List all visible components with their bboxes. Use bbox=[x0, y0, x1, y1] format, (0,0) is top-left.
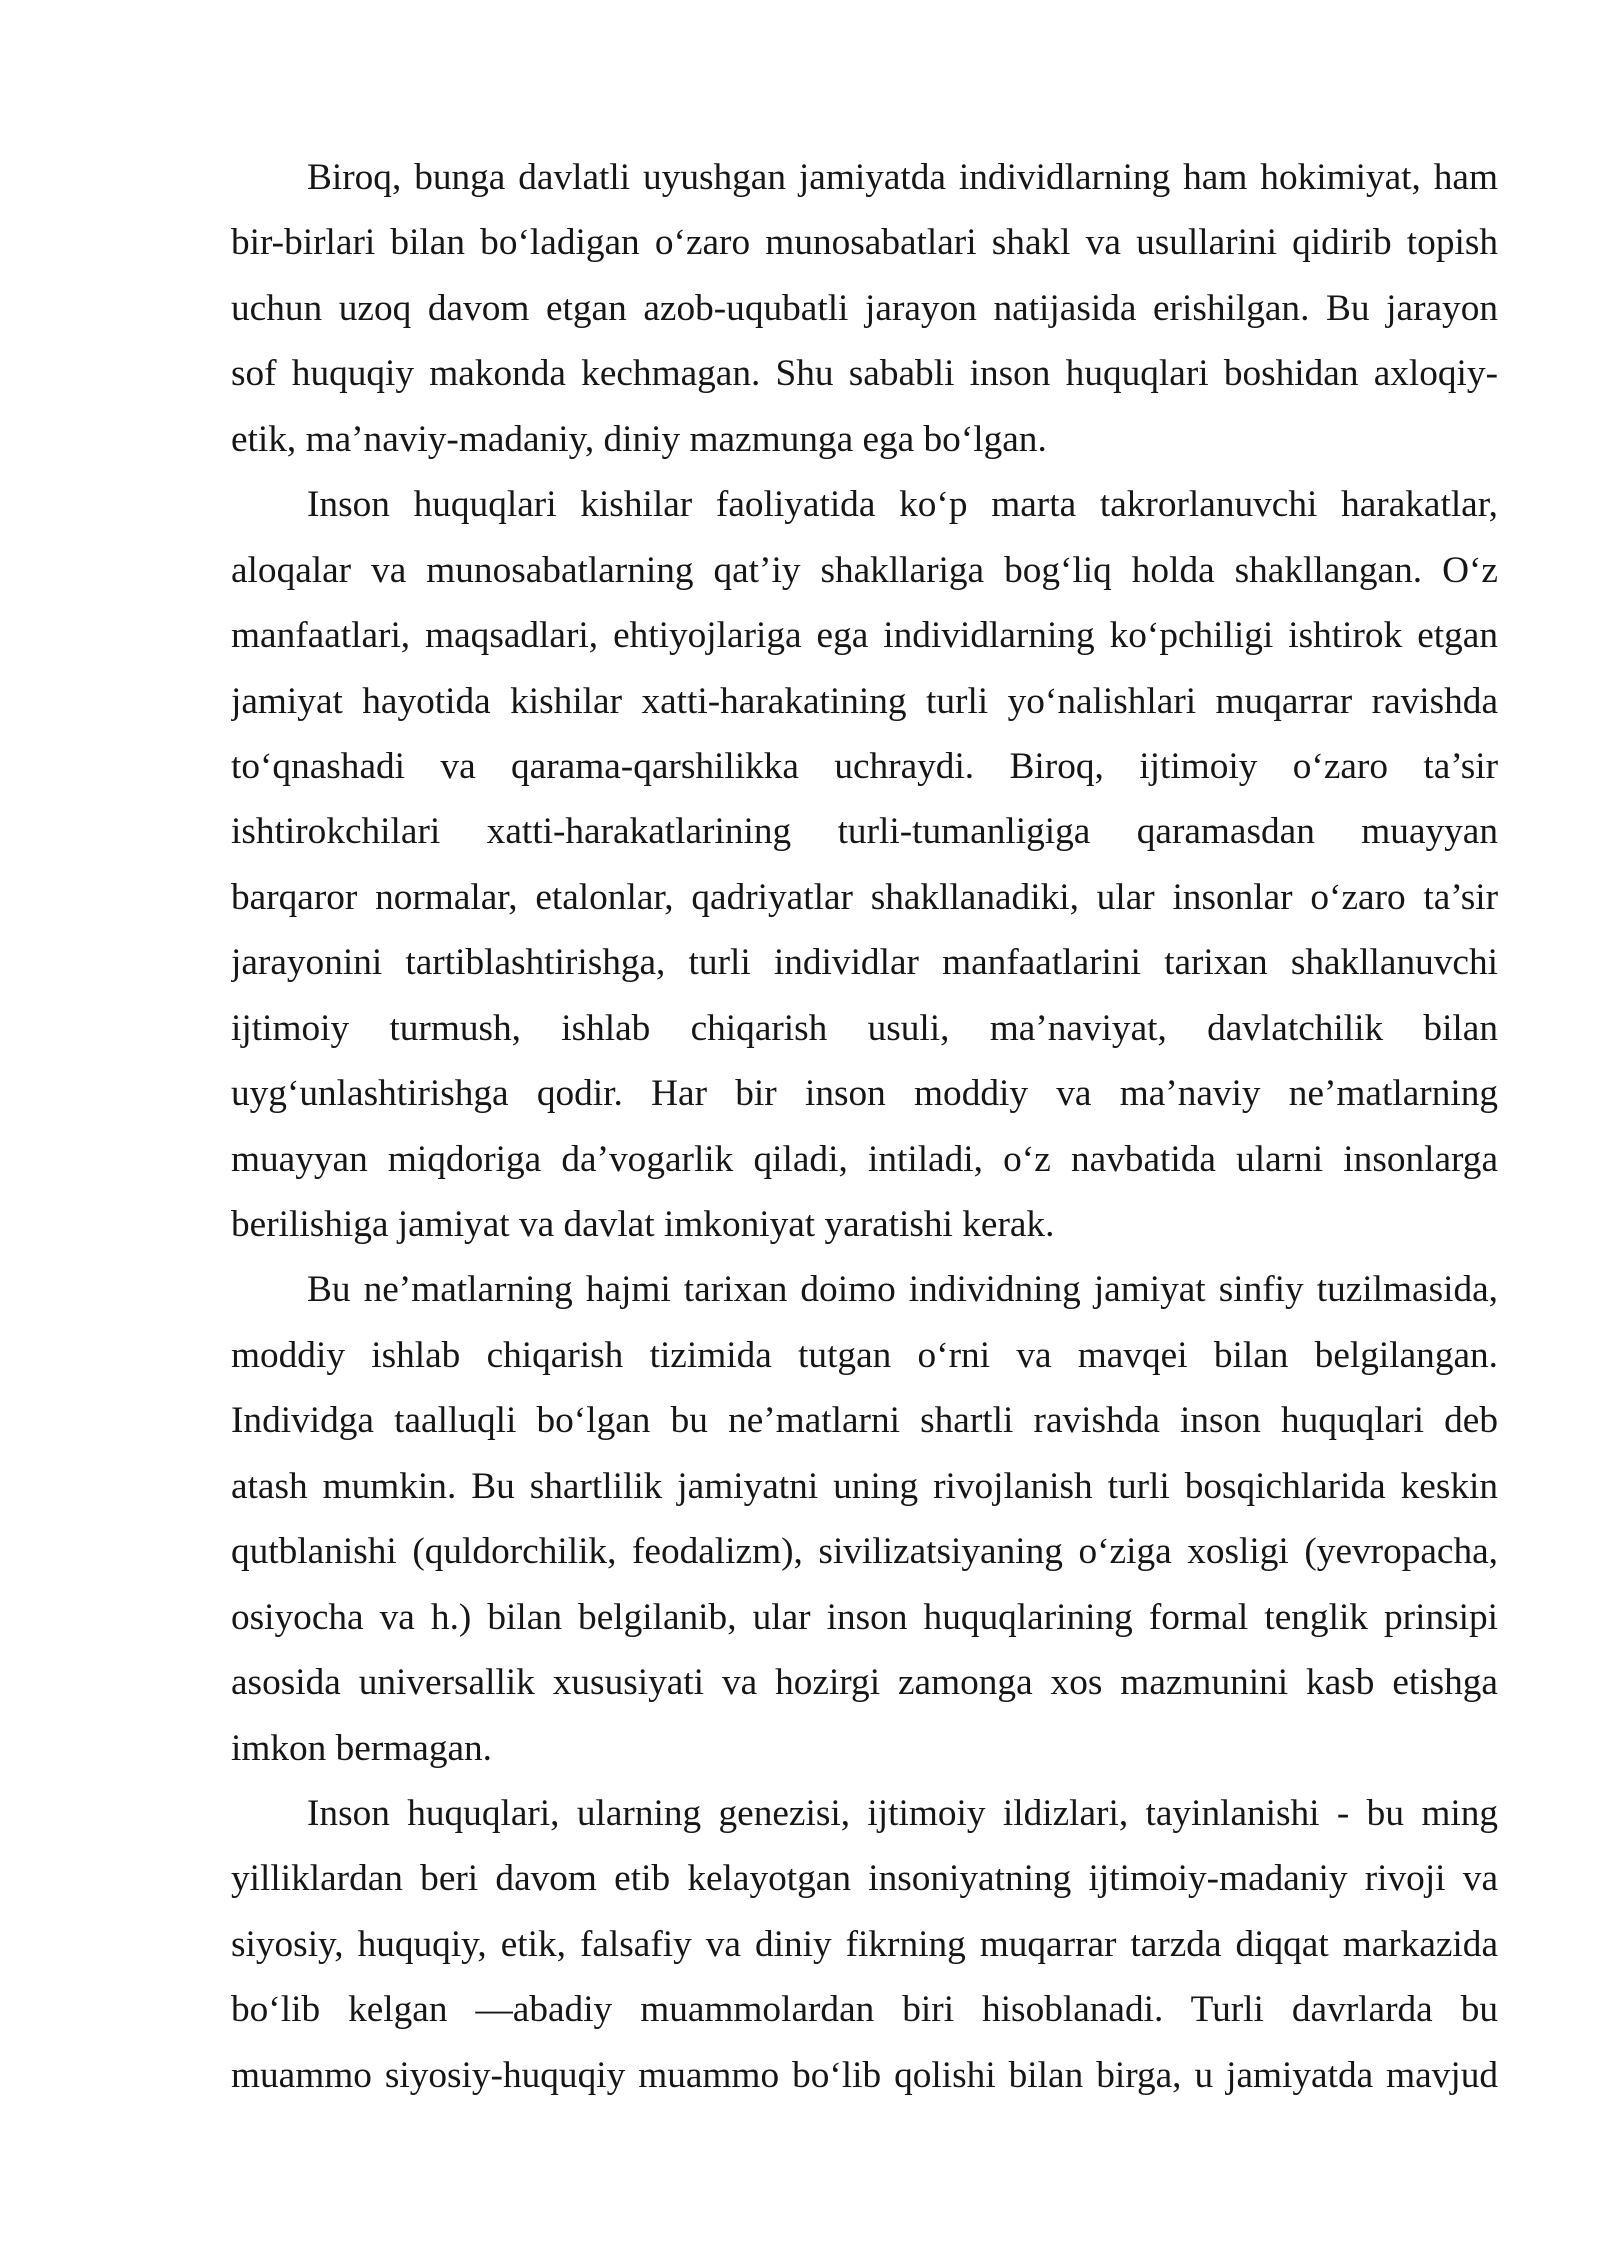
text-line: imkon bermagan. bbox=[231, 1727, 493, 1769]
text-line: to‘qnashadi va qarama-qarshilikka uchraydi. Biroq, ijtimoiy o‘zaro ta’sir bbox=[231, 745, 1498, 787]
text-line: atash mumkin. Bu shartlilik jamiyatni uning rivojlanish turli bosqichlarida keskin bbox=[231, 1465, 1498, 1507]
text-line: osiyocha va h.) bilan belgilanib, ular inson huquqlarining formal tenglik prinsipi bbox=[231, 1596, 1498, 1638]
text-line: muayyan miqdoriga da’vogarlik qiladi, intiladi, o‘z navbatida ularni insonlarga bbox=[231, 1138, 1498, 1180]
text-line: etik, ma’naviy-madaniy, diniy mazmunga ega bo‘lgan. bbox=[231, 418, 1047, 460]
text-line: muammo siyosiy-huquqiy muammo bo‘lib qolishi bilan birga, u jamiyatda mavjud bbox=[231, 2054, 1498, 2096]
text-line: Bu ne’matlarning hajmi tarixan doimo individning jamiyat sinfiy tuzilmasida, bbox=[307, 1269, 1498, 1311]
text-line: yilliklardan beri davom etib kelayotgan insoniyatning ijtimoiy-madaniy rivoji va bbox=[231, 1858, 1498, 1900]
text-line: uyg‘unlashtirishga qodir. Har bir inson moddiy va ma’naviy ne’matlarning bbox=[231, 1073, 1498, 1115]
text-line: bir-birlari bilan bo‘ladigan o‘zaro munosabatlari shakl va usullarini qidirib topish bbox=[231, 222, 1498, 264]
text-line: siyosiy, huquqiy, etik, falsafiy va diniy fikrning muqarrar tarzda diqqat markazida bbox=[231, 1923, 1498, 1965]
text-line: manfaatlari, maqsadlari, ehtiyojlariga ega individlarning ko‘pchiligi ishtirok etgan bbox=[231, 615, 1498, 657]
text-line: Inson huquqlari, ularning genezisi, ijtimoiy ildizlari, tayinlanishi - bu ming bbox=[307, 1792, 1498, 1834]
page-body bbox=[231, 145, 1498, 2108]
text-line: moddiy ishlab chiqarish tizimida tutgan o‘rni va mavqei bilan belgilangan. bbox=[231, 1334, 1498, 1376]
text-line: Inson huquqlari kishilar faoliyatida ko‘p marta takrorlanuvchi harakatlar, bbox=[307, 484, 1498, 526]
text-line: barqaror normalar, etalonlar, qadriyatlar shakllanadiki, ular insonlar o‘zaro ta’sir bbox=[231, 876, 1498, 918]
text-line: bo‘lib kelgan —abadiy muammolardan biri hisoblanadi. Turli davrlarda bu bbox=[231, 1989, 1498, 2031]
paragraph bbox=[231, 145, 1498, 472]
text-line: uchun uzoq davom etgan azob-uqubatli jarayon natijasida erishilgan. Bu jarayon bbox=[231, 287, 1498, 329]
text-line: jamiyat hayotida kishilar xatti-harakatining turli yo‘nalishlari muqarrar ravishda bbox=[231, 680, 1498, 722]
text-line: Biroq, bunga davlatli uyushgan jamiyatda individlarning ham hokimiyat, ham bbox=[307, 157, 1498, 198]
text-line: jarayonini tartiblashtirishga, turli individlar manfaatlarini tarixan shakllanuvchi bbox=[231, 942, 1498, 984]
paragraph bbox=[231, 472, 1498, 1257]
paragraph bbox=[231, 1257, 1498, 1781]
text-line: qutblanishi (quldorchilik, feodalizm), sivilizatsiyaning o‘ziga xosligi (yevropacha, bbox=[231, 1531, 1498, 1573]
text-line: berilishiga jamiyat va davlat imkoniyat yaratishi kerak. bbox=[231, 1204, 1055, 1245]
text-line: Individga taalluqli bo‘lgan bu ne’matlarni shartli ravishda inson huquqlari deb bbox=[231, 1400, 1498, 1442]
text-line: asosida universallik xususiyati va hozirgi zamonga xos mazmunini kasb etishga bbox=[231, 1662, 1498, 1704]
text-line: aloqalar va munosabatlarning qat’iy shakllariga bog‘liq holda shakllangan. O‘z bbox=[231, 549, 1498, 591]
text-line: ijtimoiy turmush, ishlab chiqarish usuli, ma’naviyat, davlatchilik bilan bbox=[231, 1007, 1498, 1049]
text-line: ishtirokchilari xatti-harakatlarining turli-tumanligiga qaramasdan muayyan bbox=[231, 811, 1498, 853]
paragraph bbox=[231, 1781, 1498, 2108]
text-line: sof huquqiy makonda kechmagan. Shu sababli inson huquqlari boshidan axloqiy- bbox=[231, 353, 1498, 395]
